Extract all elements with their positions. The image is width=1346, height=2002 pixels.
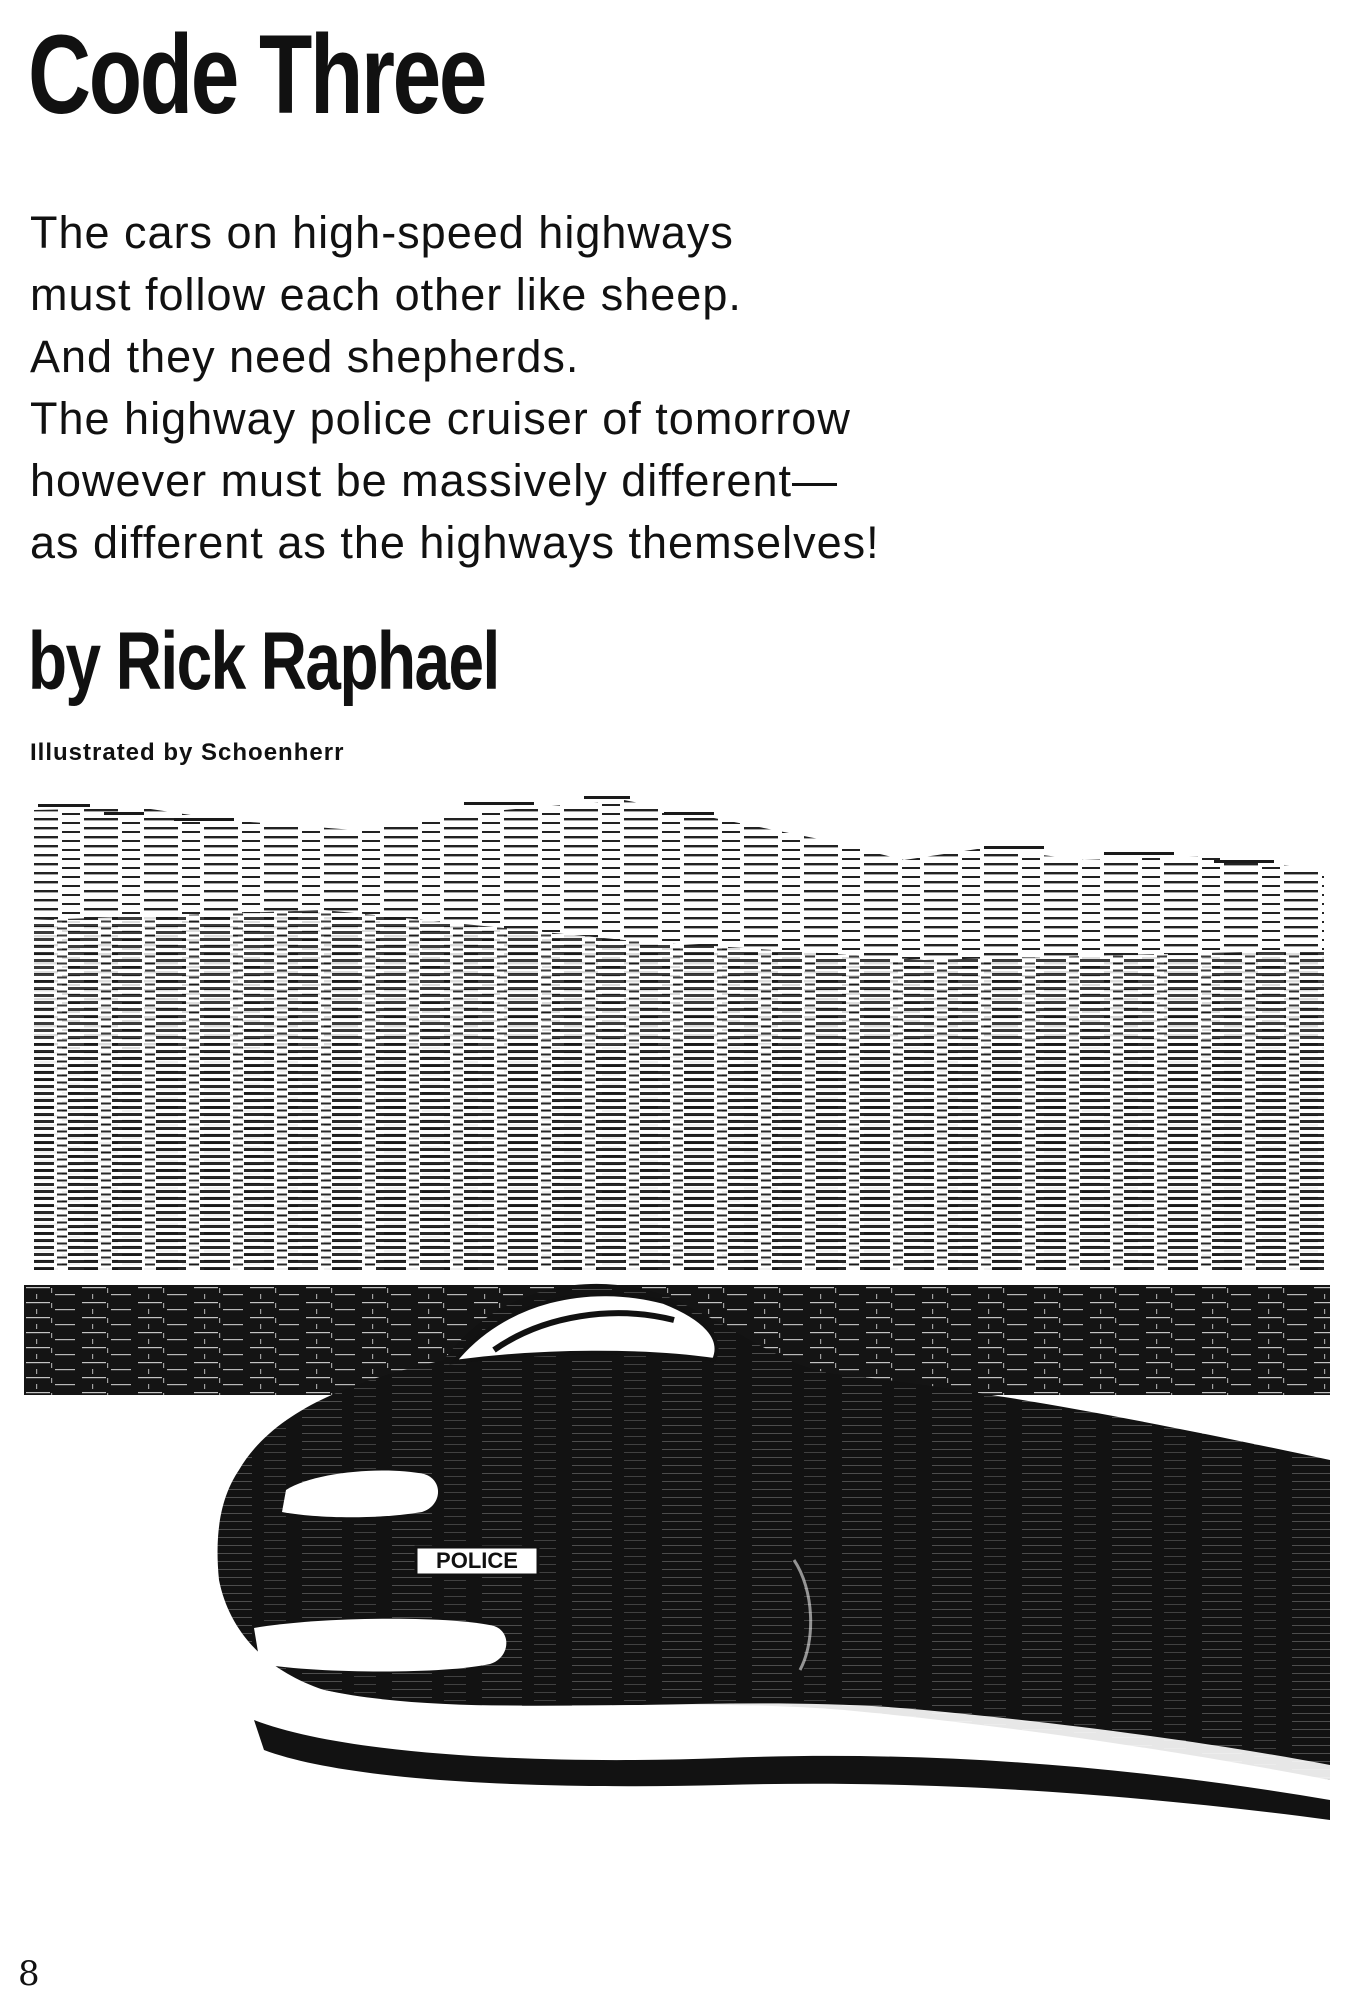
police-cruiser-illustration bbox=[24, 790, 1330, 1850]
blurb-line: And they need shepherds. bbox=[30, 331, 580, 382]
blurb-line: The highway police cruiser of tomorrow bbox=[30, 393, 851, 444]
author-byline: by Rick Raphael bbox=[28, 616, 499, 707]
blurb-line: The cars on high-speed highways bbox=[30, 207, 734, 258]
sky-hatching bbox=[34, 796, 1324, 1270]
story-blurb bbox=[30, 202, 1030, 574]
police-badge-text: POLICE bbox=[436, 1548, 518, 1573]
blurb-line: however must be massively different— bbox=[30, 455, 838, 506]
blurb-line: as different as the highways themselves! bbox=[30, 517, 880, 568]
illustrator-credit: Illustrated by Schoenherr bbox=[30, 739, 345, 766]
page-number: 8 bbox=[18, 1954, 40, 1994]
story-title: Code Three bbox=[28, 12, 486, 137]
blurb-line: must follow each other like sheep. bbox=[30, 269, 742, 320]
